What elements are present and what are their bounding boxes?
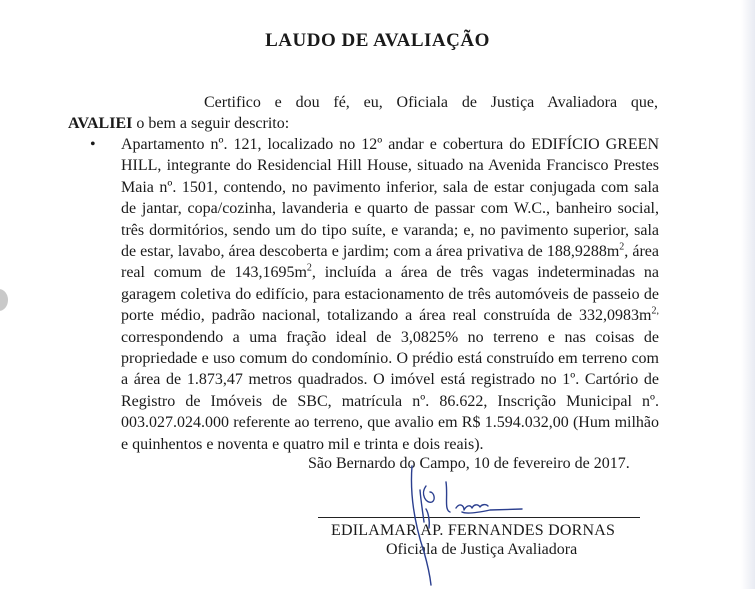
- description-part-3: , incluída a área de três vagas indeterminadas na garagem coletiva do edifício, para estacionamento de três automóveis de passeio de porte médio, padrão nacional, totalizando a área real construída de 332,0983m: [121, 264, 660, 325]
- document-title: LAUDO DE AVALIAÇÃO: [265, 30, 490, 51]
- intro-paragraph: [68, 92, 658, 134]
- intro-bold-word: AVALIEI: [68, 115, 133, 132]
- description-part-1: Apartamento nº. 121, localizado no 12º andar e cobertura do EDIFÍCIO GREEN HILL, integrante do Residencial Hill House, situado na Avenida Francisco Prestes Maia nº. 1501, contendo, no pavimento inferior, sala de estar conjugada com sala de jantar, copa/cozinha, lavanderia e quarto de passar com W.C., banheiro social, três dormitórios, sendo um do tipo suíte, e varanda; e, no pavimento superior, sala de estar, lavabo, área descoberta e jardim; com a área privativa de 188,9288m: [121, 136, 659, 261]
- intro-line-2: [68, 113, 658, 134]
- scan-edge-shadow: [741, 0, 755, 589]
- superscript-2: 2: [306, 263, 312, 275]
- description-part-2: , área real comum de 143,1695m: [121, 243, 660, 282]
- intro-line-2-rest: o bem a seguir descrito:: [132, 115, 290, 132]
- signer-name: EDILAMAR AP. FERNANDES DORNAS: [331, 522, 616, 539]
- dateline: São Bernardo do Campo, 10 de fevereiro de 2017.: [308, 455, 630, 472]
- superscript-3: 2,: [651, 305, 659, 317]
- superscript-1: 2: [619, 241, 625, 253]
- punch-hole: [0, 289, 8, 311]
- bullet-marker: •: [90, 136, 96, 153]
- property-description-text: [121, 134, 659, 455]
- handwritten-signature: [390, 462, 540, 587]
- intro-line-1: Certifico e dou fé, eu, Oficiala de Justiça Avaliadora que,: [204, 94, 658, 111]
- description-part-4: correspondendo a uma fração ideal de 3,0825% no terreno e nas coisas de propriedade e uso comum do condomínio. O prédio está construído em terreno com a área de 1.873,47 metros quadrados. O imóvel está registrado no 1º. Cartório de Registro de Imóveis de SBC, matrícula nº. 86.622, Inscrição Municipal nº. 003.027.024.000 referente ao terreno, que avalio em R$ 1.594.032,00 (Hum milhão e quinhentos e noventa e quatro mil e trinta e dois reais).: [121, 328, 659, 453]
- signer-role: Oficiala de Justiça Avaliadora: [386, 541, 578, 558]
